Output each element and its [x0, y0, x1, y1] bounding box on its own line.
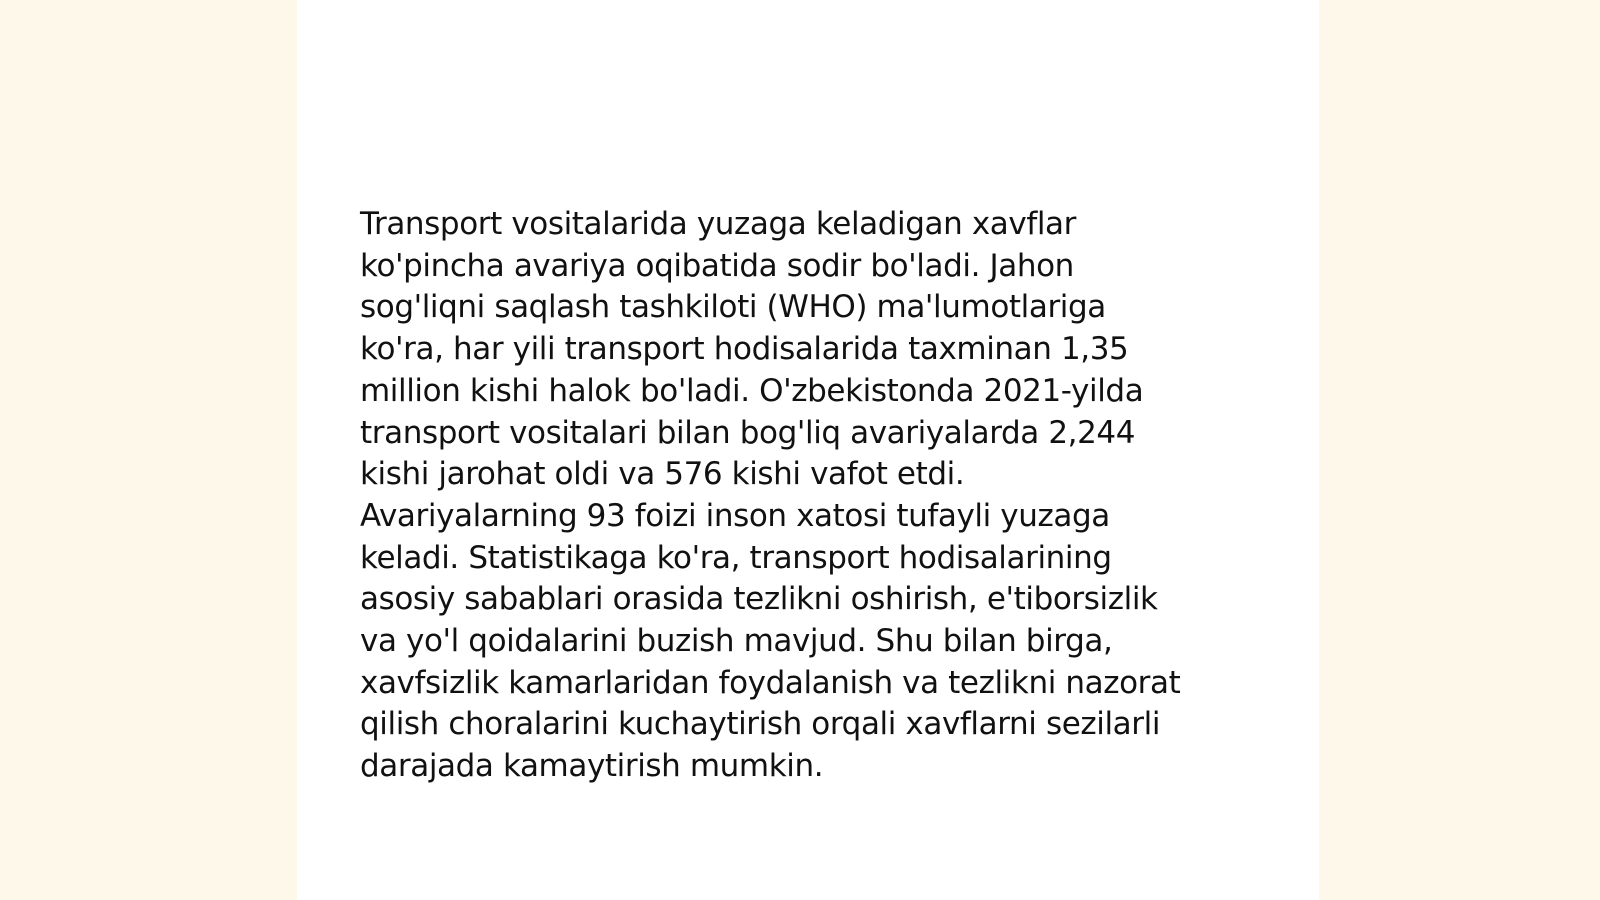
document-page [297, 0, 1319, 900]
text-line: ko'pincha avariya oqibatida sodir bo'ladi. Jahon [360, 247, 1074, 284]
text-line: Transport vositalarida yuzaga keladigan xavflar [360, 206, 1076, 242]
text-line: Avariyalarning 93 foizi inson xatosi tufayli yuzaga [360, 497, 1110, 534]
text-line: va yo'l qoidalarini buzish mavjud. Shu bilan birga, [360, 623, 1113, 660]
text-line: darajada kamaytirish mumkin. [360, 748, 824, 785]
text-line: keladi. Statistikaga ko'ra, transport hodisalarining [360, 539, 1112, 576]
text-line: asosiy sabablari orasida tezlikni oshirish, e'tiborsizlik [360, 581, 1158, 618]
text-line: kishi jarohat oldi va 576 kishi vafot etdi. [360, 456, 965, 493]
text-line: million kishi halok bo'ladi. O'zbekistonda 2021-yilda [360, 372, 1144, 409]
text-line: xavfsizlik kamarlaridan foydalanish va tezlikni nazorat [360, 664, 1181, 701]
text-line: qilish choralarini kuchaytirish orqali xavflarni sezilarli [360, 706, 1161, 743]
text-line: transport vositalari bilan bog'liq avariyalarda 2,244 [360, 414, 1136, 451]
body-paragraph [360, 204, 1240, 788]
text-line: ko'ra, har yili transport hodisalarida taxminan 1,35 [360, 331, 1129, 368]
text-line: sog'liqni saqlash tashkiloti (WHO) ma'lumotlariga [360, 289, 1106, 326]
